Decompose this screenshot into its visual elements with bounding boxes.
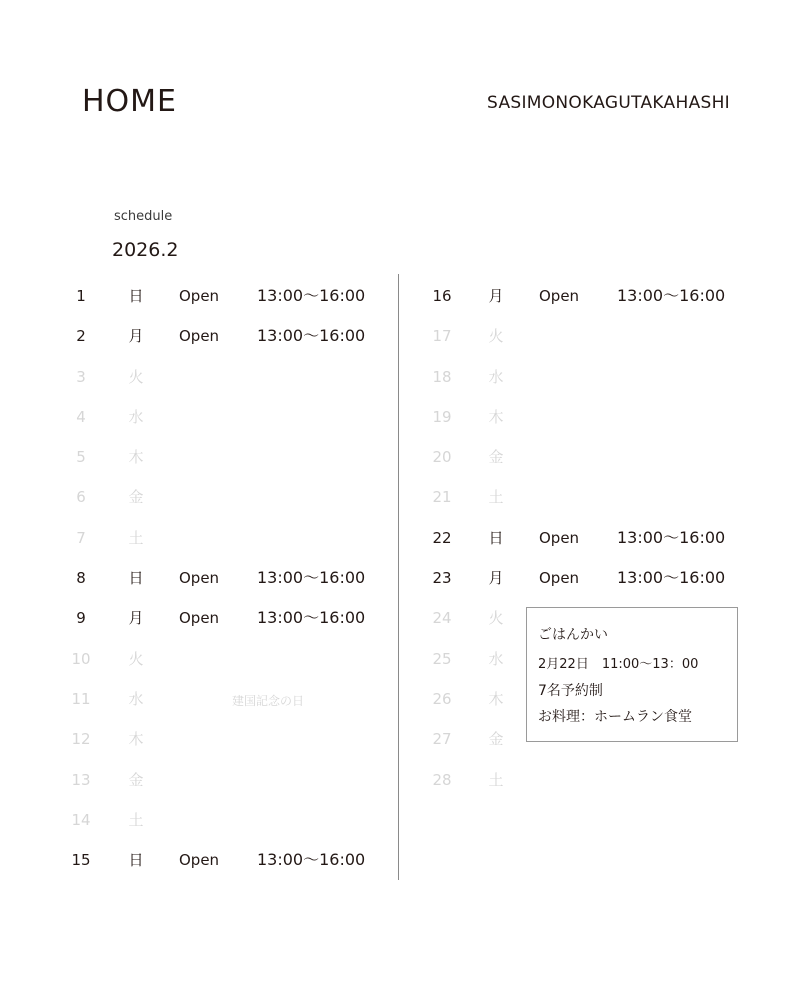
brand-name[interactable]: SASIMONOKAGUTAKAHASHI <box>487 93 730 113</box>
hours: 13:00〜16:00 <box>257 850 366 870</box>
weekday: 火 <box>488 327 504 346</box>
weekday: 土 <box>128 528 144 547</box>
day-number: 17 <box>432 327 452 346</box>
day-number: 26 <box>432 689 452 708</box>
schedule-row <box>400 275 800 315</box>
weekday: 日 <box>128 569 144 588</box>
hours: 13:00〜16:00 <box>617 286 726 305</box>
day-number: 23 <box>432 569 452 588</box>
day-number: 18 <box>432 367 452 386</box>
schedule-row <box>0 718 398 758</box>
weekday: 火 <box>128 649 144 668</box>
schedule-row <box>400 315 800 355</box>
day-number: 2 <box>76 327 86 346</box>
schedule-row <box>0 517 398 557</box>
weekday: 金 <box>488 730 504 749</box>
hours: 13:00〜16:00 <box>257 568 366 588</box>
weekday: 土 <box>488 488 504 507</box>
logo[interactable]: HOME <box>82 84 178 119</box>
status-label: Open <box>179 851 220 870</box>
status-label: Open <box>179 327 220 346</box>
day-number: 8 <box>76 569 86 588</box>
day-number: 12 <box>71 730 91 749</box>
status-label: Open <box>179 287 220 305</box>
day-number: 4 <box>76 407 86 426</box>
status-label: Open <box>179 609 220 628</box>
weekday: 水 <box>128 407 144 426</box>
schedule-column-left <box>0 275 398 879</box>
day-number: 11 <box>71 689 91 708</box>
day-number: 3 <box>76 367 86 386</box>
schedule-row <box>400 436 800 476</box>
day-number: 16 <box>432 287 452 305</box>
event-title: ごはんかい <box>538 627 608 643</box>
weekday: 木 <box>488 689 504 708</box>
schedule-row <box>0 799 398 839</box>
schedule-label: schedule <box>114 209 173 224</box>
status-label: Open <box>539 528 580 547</box>
weekday: 木 <box>488 407 504 426</box>
hours: 13:00〜16:00 <box>257 326 366 346</box>
weekday: 日 <box>488 528 504 547</box>
schedule-row <box>0 557 398 597</box>
status-label: Open <box>539 569 580 588</box>
weekday: 金 <box>488 448 504 467</box>
weekday: 月 <box>488 569 504 588</box>
day-number: 22 <box>432 528 452 547</box>
weekday: 金 <box>128 488 144 507</box>
weekday: 金 <box>128 770 144 789</box>
weekday: 水 <box>488 649 504 668</box>
weekday: 日 <box>128 287 144 305</box>
weekday: 火 <box>128 367 144 386</box>
schedule-row <box>0 436 398 476</box>
schedule-row <box>0 678 398 718</box>
hours: 13:00〜16:00 <box>617 527 726 547</box>
day-number: 24 <box>432 609 452 628</box>
weekday: 火 <box>488 609 504 628</box>
schedule-row <box>400 396 800 436</box>
schedule-month: 2026.2 <box>112 239 179 261</box>
column-divider <box>398 274 399 880</box>
schedule-row <box>0 476 398 516</box>
weekday: 月 <box>128 327 144 346</box>
day-number: 9 <box>76 609 86 628</box>
schedule-row <box>400 356 800 396</box>
day-number: 14 <box>71 810 91 829</box>
schedule-row <box>0 356 398 396</box>
day-number: 10 <box>71 649 91 668</box>
day-number: 25 <box>432 649 452 668</box>
status-label: Open <box>539 287 580 305</box>
day-number: 28 <box>432 770 452 789</box>
schedule-row <box>400 476 800 516</box>
day-number: 19 <box>432 407 452 426</box>
schedule-row <box>400 517 800 557</box>
schedule-row <box>400 557 800 597</box>
weekday: 日 <box>128 851 144 870</box>
day-number: 5 <box>76 448 86 467</box>
weekday: 木 <box>128 730 144 749</box>
event-date: 2月22日 11:00〜13：00 <box>538 657 699 672</box>
day-number: 7 <box>76 528 86 547</box>
weekday: 土 <box>488 770 504 789</box>
day-number: 21 <box>432 488 452 507</box>
schedule-row <box>0 839 398 879</box>
event-box <box>526 607 738 742</box>
schedule-row <box>0 597 398 637</box>
day-number: 6 <box>76 488 86 507</box>
hours: 13:00〜16:00 <box>257 286 366 305</box>
schedule-row <box>0 396 398 436</box>
schedule-row <box>0 275 398 315</box>
schedule-row <box>0 638 398 678</box>
weekday: 土 <box>128 810 144 829</box>
weekday: 月 <box>128 609 144 628</box>
schedule-row <box>400 759 800 799</box>
weekday: 月 <box>488 287 504 305</box>
hours: 13:00〜16:00 <box>257 608 366 628</box>
day-number: 20 <box>432 448 452 467</box>
schedule-row <box>0 315 398 355</box>
day-number: 15 <box>71 851 91 870</box>
day-number: 27 <box>432 730 452 749</box>
status-label: Open <box>179 569 220 588</box>
day-number: 1 <box>76 287 86 305</box>
event-food: お料理：ホームラン食堂 <box>538 709 692 725</box>
schedule-row <box>0 759 398 799</box>
weekday: 水 <box>488 367 504 386</box>
holiday-note: 建国記念の日 <box>232 693 305 708</box>
weekday: 水 <box>128 689 144 708</box>
weekday: 木 <box>128 448 144 467</box>
hours: 13:00〜16:00 <box>617 568 726 588</box>
event-capacity: 7名予約制 <box>538 683 603 699</box>
day-number: 13 <box>71 770 91 789</box>
